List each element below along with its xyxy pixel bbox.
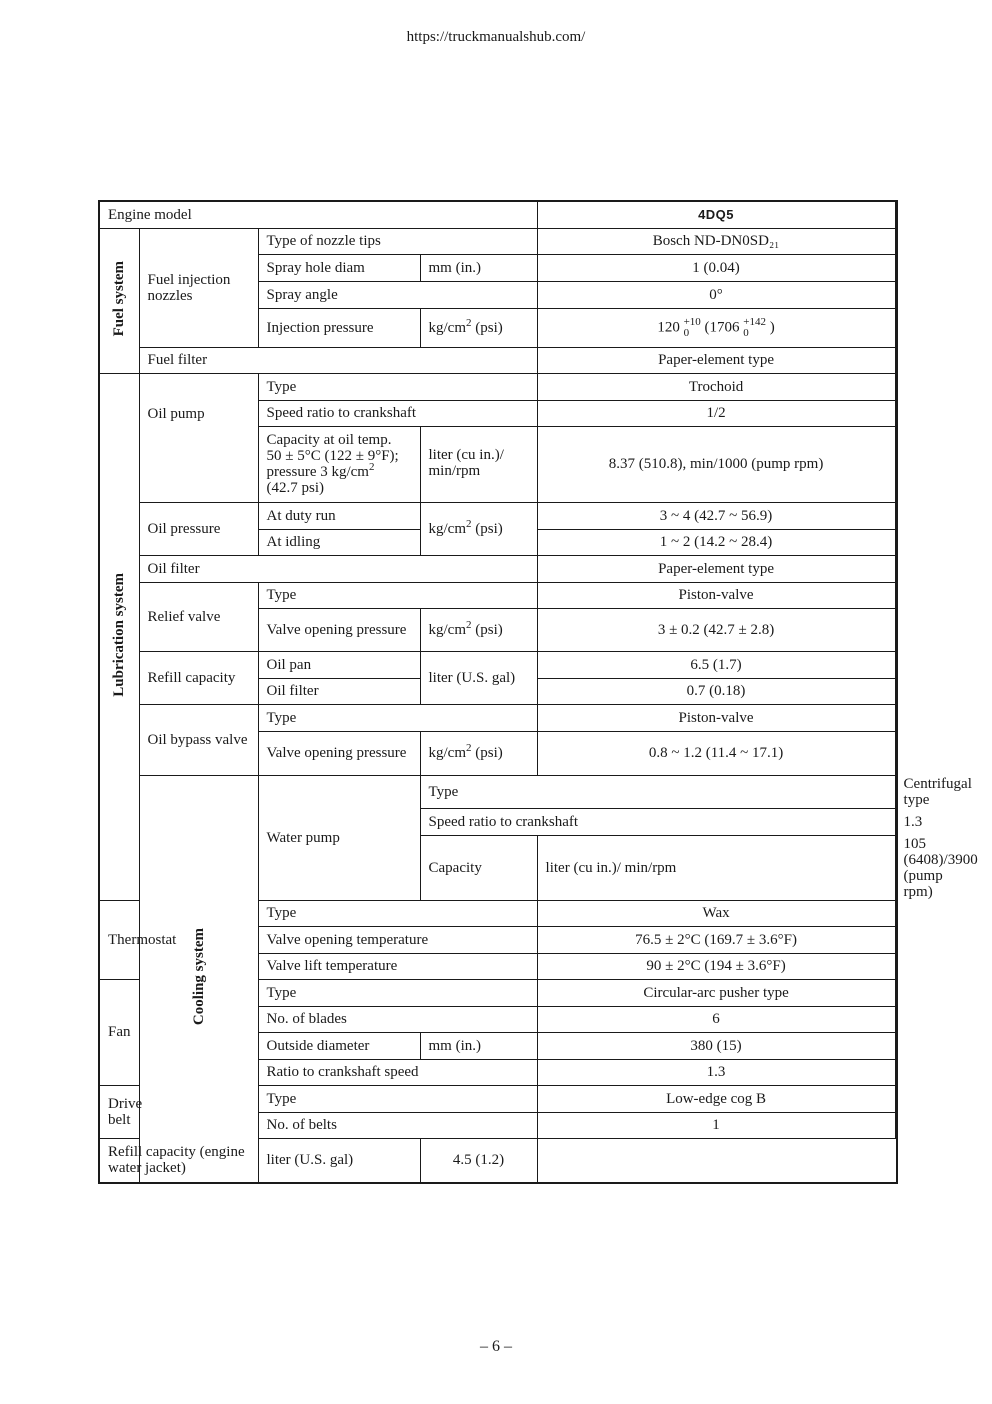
row-pump-type <box>99 373 897 400</box>
idling-value: 1 ~ 2 (14.2 ~ 28.4) <box>537 529 895 555</box>
thermostat-type-label: Type <box>258 900 537 926</box>
spray-angle-label: Spray angle <box>258 281 537 308</box>
pump-speed-value: 1/2 <box>537 400 895 426</box>
row-wp-type <box>99 775 897 808</box>
wp-speed-value: 1.3 <box>895 808 897 835</box>
oil-pan-value: 6.5 (1.7) <box>537 651 895 678</box>
fan-diameter-label: Outside diameter <box>258 1032 420 1059</box>
oil-pan-label: Oil pan <box>258 651 420 678</box>
relief-opening-value: 3 ± 0.2 (42.7 ± 2.8) <box>537 608 895 651</box>
thermostat-label: Thermostat <box>99 900 139 979</box>
bypass-type-label: Type <box>258 704 537 731</box>
relief-type-label: Type <box>258 582 537 608</box>
thermostat-lift-value: 90 ± 2°C (194 ± 3.6°F) <box>537 953 895 979</box>
nozzle-tips-value: Bosch ND-DN0SD₂₁ <box>537 228 895 254</box>
nozzle-tips-label: Type of nozzle tips <box>258 228 537 254</box>
fuel-system-label-cell <box>99 228 139 373</box>
relief-opening-unit: $kg/cm^2$ (psi) <box>420 608 537 651</box>
drive-belt-label: Drive belt <box>99 1085 139 1138</box>
lube-system-label: Lubrication system <box>111 572 128 697</box>
fan-diameter-unit: mm (in.) <box>420 1032 537 1059</box>
oil-pressure-unit: $kg/cm^2$ (psi) <box>420 502 537 555</box>
wp-capacity-value: 105 (6408)/3900 (pump rpm) <box>895 835 897 900</box>
spray-hole-unit: mm (in.) <box>420 254 537 281</box>
spray-angle-value: 0° <box>537 281 895 308</box>
pump-capacity-unit: liter (cu in.)/ min/rpm <box>420 426 537 502</box>
relief-opening-label: Valve opening pressure <box>258 608 420 651</box>
oil-pump-label: Oil pump <box>139 373 258 502</box>
pump-capacity-label: Capacity at oil temp. 50 ± 5°C (122 ± 9°F); pressure 3 $kg/cm^2$ (42.7 psi) <box>258 426 420 502</box>
source-url: https://truckmanualshub.com/ <box>406 29 586 45</box>
pump-type-value: Trochoid <box>537 373 895 400</box>
row-oil-filter <box>99 555 897 582</box>
water-jacket-value: 4.5 (1.2) <box>420 1138 537 1183</box>
fuel-filter-value: Paper-element type <box>537 347 895 373</box>
oil-pressure-label: Oil pressure <box>139 502 258 555</box>
row-bypass-type <box>99 704 897 731</box>
bypass-valve-label: Oil bypass valve <box>139 704 258 775</box>
duty-run-value: 3 ~ 4 (42.7 ~ 56.9) <box>537 502 895 529</box>
wp-type-label: Type <box>420 775 895 808</box>
spray-hole-label: Spray hole diam <box>258 254 420 281</box>
page-number: – 6 – <box>480 1338 512 1355</box>
spray-hole-value: 1 (0.04) <box>537 254 895 281</box>
belt-type-label: Type <box>258 1085 537 1112</box>
injection-pressure-unit: $kg/cm^2$ (psi) <box>420 308 537 347</box>
belt-type-value: Low-edge cog B <box>537 1085 895 1112</box>
cooling-system-label: Cooling system <box>190 928 207 1026</box>
wp-capacity-unit: liter (cu in.)/ min/rpm <box>537 835 895 900</box>
engine-model-label: Engine model <box>99 201 537 228</box>
engine-spec-table <box>98 200 978 1184</box>
water-pump-label: Water pump <box>258 775 420 900</box>
idling-label: At idling <box>258 529 420 555</box>
fan-label: Fan <box>99 979 139 1085</box>
fan-blades-label: No. of blades <box>258 1006 537 1032</box>
bypass-type-value: Piston-valve <box>537 704 895 731</box>
injection-pressure-label: Injection pressure <box>258 308 420 347</box>
duty-run-label: At duty run <box>258 502 420 529</box>
row-water-jacket <box>99 1138 897 1183</box>
thermostat-opening-label: Valve opening temperature <box>258 926 537 953</box>
fan-type-value: Circular-arc pusher type <box>537 979 895 1006</box>
oil-filter-capacity-value: 0.7 (0.18) <box>537 678 895 704</box>
water-jacket-unit: liter (U.S. gal) <box>258 1138 420 1183</box>
engine-model-value: 4DQ5 <box>537 201 895 228</box>
fuel-nozzles-label: Fuel injection nozzles <box>139 228 258 347</box>
bypass-opening-value: 0.8 ~ 1.2 (11.4 ~ 17.1) <box>537 731 895 775</box>
row-nozzle-tips <box>99 228 897 254</box>
row-engine-model <box>99 201 897 228</box>
row-duty-run <box>99 502 897 529</box>
row-relief-type <box>99 582 897 608</box>
pump-capacity-value: 8.37 (510.8), min/1000 (pump rpm) <box>537 426 895 502</box>
thermostat-opening-value: 76.5 ± 2°C (169.7 ± 3.6°F) <box>537 926 895 953</box>
wp-capacity-label: Capacity <box>420 835 537 900</box>
fuel-filter-label: Fuel filter <box>139 347 537 373</box>
fan-ratio-label: Ratio to crankshaft speed <box>258 1059 537 1085</box>
row-oil-pan <box>99 651 897 678</box>
relief-valve-label: Relief valve <box>139 582 258 651</box>
oil-filter-value: Paper-element type <box>537 555 895 582</box>
cooling-system-label-cell <box>139 775 258 1183</box>
relief-type-value: Piston-valve <box>537 582 895 608</box>
pump-type-label: Type <box>258 373 537 400</box>
fan-diameter-value: 380 (15) <box>537 1032 895 1059</box>
pump-speed-label: Speed ratio to crankshaft <box>258 400 537 426</box>
thermostat-type-value: Wax <box>537 900 895 926</box>
fan-ratio-value: 1.3 <box>537 1059 895 1085</box>
belt-count-label: No. of belts <box>258 1112 537 1138</box>
belt-count-value: 1 <box>537 1112 895 1138</box>
fuel-system-label: Fuel system <box>111 260 128 337</box>
oil-filter-capacity-label: Oil filter <box>258 678 420 704</box>
wp-type-value: Centrifugal type <box>895 775 897 808</box>
injection-pressure-value: 120 +10 0 (1706 +142 0 ) <box>537 308 895 347</box>
bypass-opening-unit: $kg/cm^2$ (psi) <box>420 731 537 775</box>
bypass-opening-label: Valve opening pressure <box>258 731 420 775</box>
refill-unit: liter (U.S. gal) <box>420 651 537 704</box>
oil-filter-label: Oil filter <box>139 555 537 582</box>
wp-speed-label: Speed ratio to crankshaft <box>420 808 895 835</box>
refill-capacity-label: Refill capacity <box>139 651 258 704</box>
thermostat-lift-label: Valve lift temperature <box>258 953 537 979</box>
fan-type-label: Type <box>258 979 537 1006</box>
water-jacket-label: Refill capacity (engine water jacket) <box>99 1138 258 1183</box>
row-fuel-filter <box>99 347 897 373</box>
lube-system-label-cell <box>99 373 139 900</box>
fan-blades-value: 6 <box>537 1006 895 1032</box>
